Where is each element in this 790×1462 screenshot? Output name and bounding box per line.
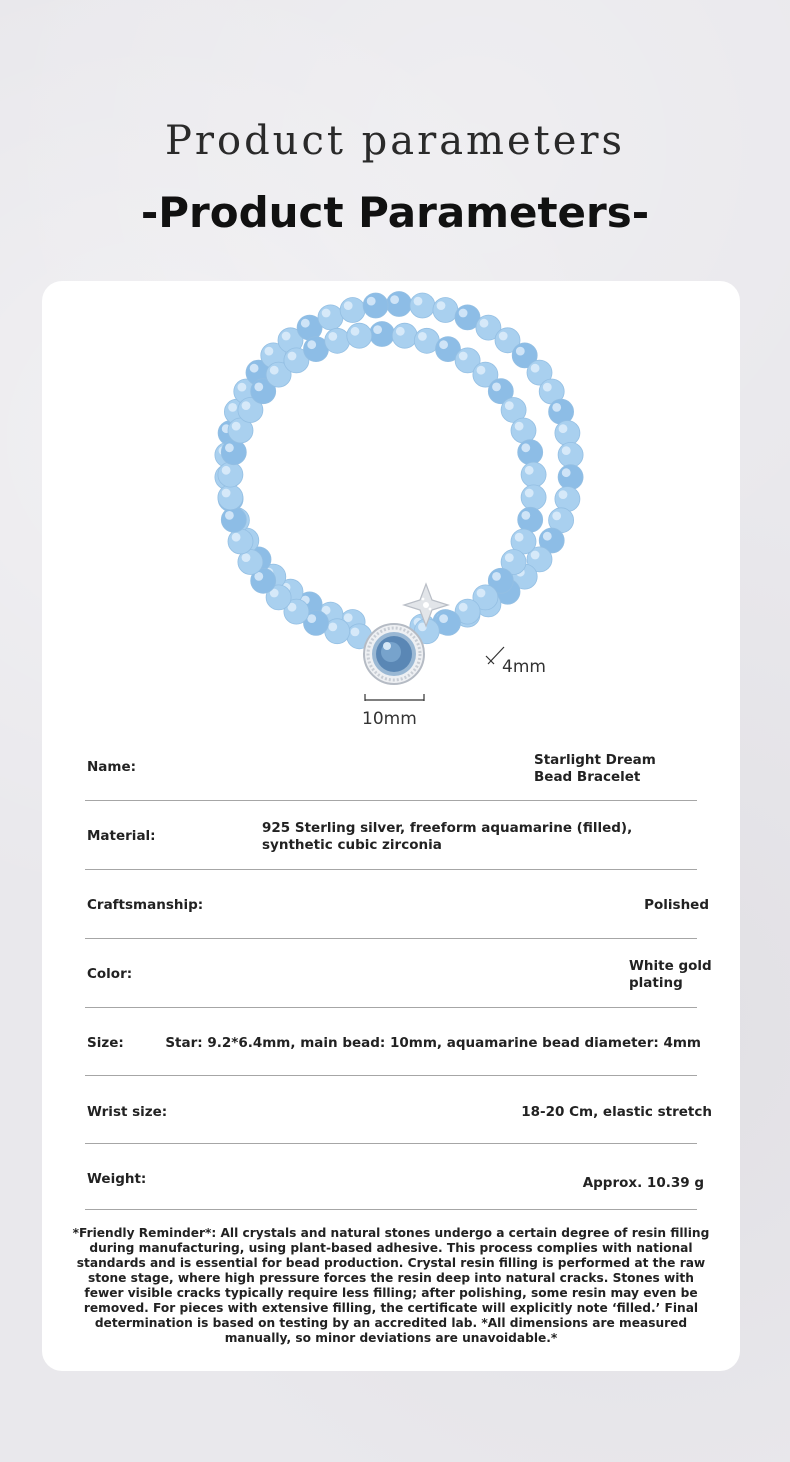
aquamarine-bead [521, 485, 546, 510]
param-label: Color: [87, 966, 133, 982]
bracelet-illustration [42, 281, 740, 731]
param-row-craftsmanship [85, 870, 709, 939]
aquamarine-bead [221, 507, 246, 532]
param-row-name [85, 741, 697, 801]
aquamarine-bead [218, 485, 243, 510]
aquamarine-bead [511, 418, 536, 443]
aquamarine-bead [521, 462, 546, 487]
aquamarine-bead [221, 440, 246, 465]
aquamarine-bead [387, 292, 412, 317]
param-value: 18-20 Cm, elastic stretch [521, 1104, 712, 1120]
param-label: Size: [87, 1035, 124, 1051]
aquamarine-bead [410, 293, 435, 318]
param-row-weight [85, 1144, 704, 1210]
param-row-size [85, 1008, 701, 1076]
aquamarine-bead [558, 465, 583, 490]
aquamarine-bead [218, 462, 243, 487]
param-row-color [85, 939, 712, 1008]
page-title-bold: -Product Parameters- [140, 188, 650, 237]
aquamarine-bead [347, 323, 372, 348]
param-value: Approx. 10.39 g [582, 1175, 704, 1191]
friendly-reminder-text: *Friendly Reminder*: All crystals and natural stones undergo a certain degree of resin filling during manufacturing, using plant-based adhesive. This process complies with national standards and is essential for bead production. Crystal resin filling is performed at the raw stone stage, where high pressure forces the resin deep into natural cracks. Stones with fewer visible cracks typically require less filling; after polishing, some resin may even be removed. For pieces with extensive filling, the certificate will explicitly note ‘filled.’ Final determination is based on testing by an accredited lab. *All dimensions are measured manually, so minor deviations are unavoidable.* [72, 1226, 710, 1345]
parameters-table [85, 741, 712, 1210]
page-title-serif: Product parameters [164, 118, 626, 164]
param-value: White gold plating [629, 958, 712, 991]
aquamarine-bead [340, 298, 365, 323]
param-value: Star: 9.2*6.4mm, main bead: 10mm, aquamarine bead diameter: 4mm [165, 1035, 701, 1051]
main-bead-icon [364, 624, 424, 684]
aquamarine-bead [363, 293, 388, 318]
aquamarine-bead [518, 440, 543, 465]
parameters-card [42, 281, 740, 1371]
aquamarine-bead [370, 322, 395, 347]
param-value: 925 Sterling silver, freeform aquamarine (filled), synthetic cubic zirconia [262, 820, 633, 853]
aquamarine-bead [518, 507, 543, 532]
aquamarine-bead [555, 421, 580, 446]
param-label: Wrist size: [87, 1104, 168, 1120]
param-row-wrist-size [85, 1076, 712, 1144]
product-photo [42, 281, 740, 731]
bead-size-label: 4mm [502, 657, 546, 677]
param-value: Starlight Dream Bead Bracelet [534, 752, 656, 785]
param-label: Name: [87, 759, 137, 775]
aquamarine-bead [558, 442, 583, 467]
aquamarine-bead [228, 529, 253, 554]
main-bead-size-label: 10mm [362, 709, 417, 729]
param-value: Polished [644, 897, 709, 913]
param-label: Weight: [87, 1171, 147, 1187]
param-label: Craftsmanship: [87, 897, 204, 913]
param-label: Material: [87, 828, 156, 844]
param-row-material [85, 801, 697, 870]
dim-10mm-marker [365, 694, 424, 701]
aquamarine-bead [325, 328, 350, 353]
aquamarine-bead [392, 323, 417, 348]
aquamarine-bead [433, 298, 458, 323]
aquamarine-bead [318, 305, 343, 330]
